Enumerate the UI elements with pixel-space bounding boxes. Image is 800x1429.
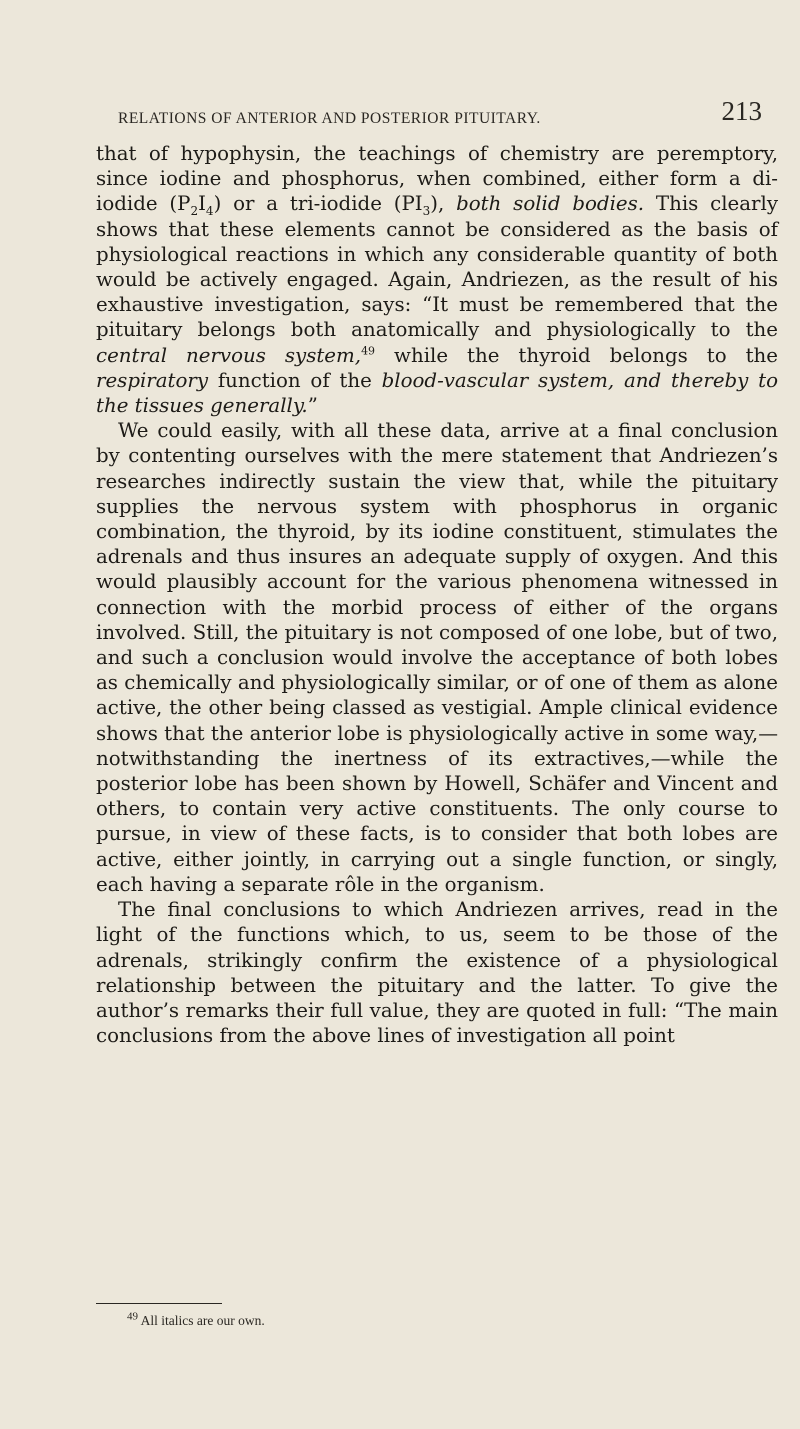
footnote-text: All italics are our own.: [140, 1313, 265, 1328]
footnote-rule: [96, 1303, 222, 1304]
text-run: We could easily, with all these data, arrive at a final conclusion by contenting ourselves with the mere statement that Andriezen’s researches indirectly sustain the view that, while the pituitary supplies the nervous system with phosphorus in organic combination, the thyroid, by its iodine constituent, stimulates the adrenals and thus insures an adequate supply of oxygen. And this would plausibly account for the various phenomena witnessed in connection with the morbid process of either of the organs involved. Still, the pituitary is not composed of one lobe, but of two, and such a conclusion would involve the acceptance of both lobes as chemically and physiologically similar, or of one of them as alone active, the other being classed as vestigial. Ample clinical evidence shows that the anterior lobe is physiologically active in some way,—notwithstanding the inertness of its extractives,—while the posterior lobe has been shown by Howell, Schäfer and Vincent and others, to contain very active constituents. The only course to pursue, in view of these facts, is to consider that both lobes are active, either jointly, in carrying out a single function, or singly, each having a separate rôle in the organism.: [96, 419, 778, 896]
running-head: [118, 96, 774, 132]
text-run: This clearly shows that these elements cannot be considered as the basis of physiological reactions in which any considerable quantity of both would be actively engaged. Again, Andriezen, as the result of his exhaustive investigation, says: “It must be remembered that the pituitary belongs both anatomically and physiologically to the: [96, 192, 779, 342]
text-run: that of hypophysin, the teachings of chemistry are peremptory, since iodine and phosphorus, when combined, either form a di-iodide (P: [96, 142, 778, 216]
subscript: 2: [190, 204, 199, 219]
text-run: ),: [430, 192, 457, 216]
text-run: I: [198, 192, 206, 216]
page-number: 213: [721, 96, 762, 126]
running-title: RELATIONS OF ANTERIOR AND POSTERIOR PITUITARY.: [118, 110, 541, 127]
text-run: ) or a tri-iodide (PI: [213, 192, 423, 216]
paragraph: [96, 141, 778, 418]
paragraph: [96, 418, 778, 897]
subscript: 4: [205, 204, 214, 219]
body-text: [96, 141, 778, 1048]
footnote-ref: 49: [361, 344, 376, 358]
italic-run: blood-vascular system, and thereby to the tissues generally.: [96, 368, 778, 418]
footnote-marker: 49: [127, 1310, 138, 1323]
subscript: 3: [422, 204, 431, 219]
paragraph: [96, 897, 778, 1048]
text-run: The final conclusions to which Andriezen arrives, read in the light of the functions which, to us, seem to be those of the adrenals, strikingly confirm the existence of a physiological relationship between the pituitary and the latter. To give the author’s remarks their full value, they are quoted in full: “The main conclusions from the above lines of investigation all point: [96, 898, 778, 1048]
italic-run: respiratory: [96, 368, 209, 392]
italic-run: central nervous system,: [96, 343, 362, 367]
text-run: ”: [307, 394, 318, 418]
italic-run: both solid bodies.: [456, 192, 645, 216]
text-run: function of the: [208, 368, 382, 392]
footnote: [127, 1310, 727, 1329]
text-run: while the thyroid belongs to the: [375, 343, 778, 367]
